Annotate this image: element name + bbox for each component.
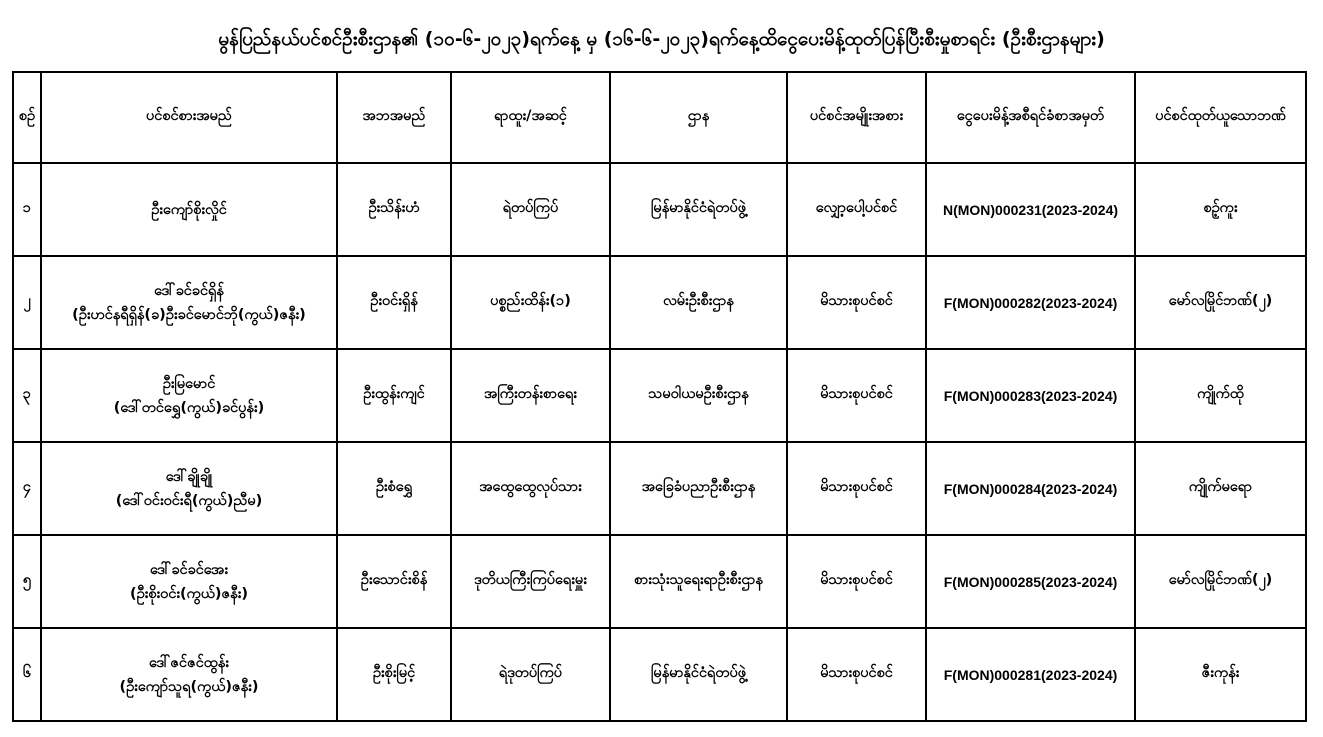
pensioner-name-cell [41,628,337,721]
column-header-rank: ရာထူး/အဆင့် [451,72,610,163]
pensioner-relation: (ဦးကျော်သူရ(ကွယ်)ဇနီး) [119,678,259,695]
order-number: F(MON)000283(2023-2024) [926,349,1135,442]
pension-type: လျှော့ပေါ့ပင်စင် [787,163,926,256]
table-row [13,442,1306,535]
pension-type: မိသားစုပင်စင် [787,628,926,721]
pensioner-name: ဒေါ်ဇင်ဇင်ထွန်း [149,654,229,671]
table-row [13,163,1306,256]
row-number: ၂ [13,256,41,349]
pensioner-name: ဦးကျော်စိုးလှိုင် [151,201,227,218]
father-name: ဦးသောင်းစိန် [337,535,451,628]
column-header-pension-type: ပင်စင်အမျိုးအစား [787,72,926,163]
bank: စဉ့်ကူး [1135,163,1306,256]
pension-type: မိသားစုပင်စင် [787,535,926,628]
pensioner-name: ဒေါ်ခင်ခင်ရှိန် [154,282,224,299]
pension-type: မိသားစုပင်စင် [787,256,926,349]
bank: မော်လမြိုင်ဘဏ်(၂) [1135,256,1306,349]
pension-type: မိသားစုပင်စင် [787,442,926,535]
table-row [13,349,1306,442]
pensioner-name-cell [41,256,337,349]
pension-table [12,71,1307,722]
column-header-pensioner-name: ပင်စင်စားအမည် [41,72,337,163]
department: လမ်းဦးစီးဌာန [610,256,787,349]
rank: ရဲဒုတပ်ကြပ် [451,628,610,721]
pensioner-relation: (ဒေါ်တင်ရွှေ(ကွယ်)ခင်ပွန်း) [113,399,265,416]
rank: ရဲတပ်ကြပ် [451,163,610,256]
pensioner-name: ဒေါ်ခင်ခင်အေး [149,561,229,578]
bank: ကျိုက်မရော [1135,442,1306,535]
father-name: ဦးဝင်းရှိန် [337,256,451,349]
row-number: ၆ [13,628,41,721]
order-number: F(MON)000285(2023-2024) [926,535,1135,628]
pensioner-name-cell [41,349,337,442]
column-header-father-name: အဘအမည် [337,72,451,163]
pensioner-name: ဦးမြမောင် [162,375,216,392]
column-header-order-number: ငွေပေးမိန့်အစီရင်ခံစာအမှတ် [926,72,1135,163]
row-number: ၃ [13,349,41,442]
pensioner-name-cell [41,442,337,535]
column-header-no: စဉ် [13,72,41,163]
rank: အကြီးတန်းစာရေး [451,349,610,442]
order-number: N(MON)000231(2023-2024) [926,163,1135,256]
father-name: ဦးထွန်းကျင် [337,349,451,442]
table-header-row [13,72,1306,163]
pensioner-relation: (ဦးဟင်နရီရှိန်(ခ)ဦးခင်မောင်ဘို(ကွယ်)ဇနီး) [72,306,306,323]
order-number: F(MON)000284(2023-2024) [926,442,1135,535]
row-number: ၅ [13,535,41,628]
pension-type: မိသားစုပင်စင် [787,349,926,442]
column-header-department: ဌာန [610,72,787,163]
department: အခြေခံပညာဦးစီးဌာန [610,442,787,535]
department: မြန်မာနိုင်ငံရဲတပ်ဖွဲ့ [610,163,787,256]
pensioner-name-cell [41,535,337,628]
father-name: ဦးသိန်းဟံ [337,163,451,256]
rank: ဒုတိယကြီးကြပ်ရေးမှူး [451,535,610,628]
department: သမဝါယမဦးစီးဌာန [610,349,787,442]
pensioner-name: ဒေါ်ချိုချို [165,468,213,485]
page-title: မွန်ပြည်နယ်ပင်စင်ဦးစီးဌာန၏ (၁၀-၆-၂၀၂၃)ရက်နေ့ မှ (၁၆-၆-၂၀၂၃)ရက်နေ့ထိငွေပေးမိန့်ထုတ်ပြန်ပြီးစီးမှုစာရင်း (ဦးစီးဌာနများ) [218,28,1105,50]
table-row [13,256,1306,349]
rank: အထွေထွေလုပ်သား [451,442,610,535]
rank: ပစ္စည်းထိန်း(၁) [451,256,610,349]
row-number: ၄ [13,442,41,535]
father-name: ဦးစိုးမြင့် [337,628,451,721]
bank: မော်လမြိုင်ဘဏ်(၂) [1135,535,1306,628]
table-row [13,535,1306,628]
order-number: F(MON)000282(2023-2024) [926,256,1135,349]
pensioner-relation: (ဒေါ်ဝင်းဝင်းရီ(ကွယ်)ညီမ) [115,492,263,509]
pensioner-name-cell [41,163,337,256]
father-name: ဦးစံရွှေ [337,442,451,535]
table-row [13,628,1306,721]
bank: ကျိုက်ထို [1135,349,1306,442]
column-header-bank: ပင်စင်ထုတ်ယူသောဘဏ် [1135,72,1306,163]
row-number: ၁ [13,163,41,256]
pensioner-relation: (ဦးစိုးဝင်း(ကွယ်)ဇနီး) [129,585,248,602]
department: မြန်မာနိုင်ငံရဲတပ်ဖွဲ့ [610,628,787,721]
bank: ဇီးကုန်း [1135,628,1306,721]
order-number: F(MON)000281(2023-2024) [926,628,1135,721]
department: စားသုံးသူရေးရာဦးစီးဌာန [610,535,787,628]
